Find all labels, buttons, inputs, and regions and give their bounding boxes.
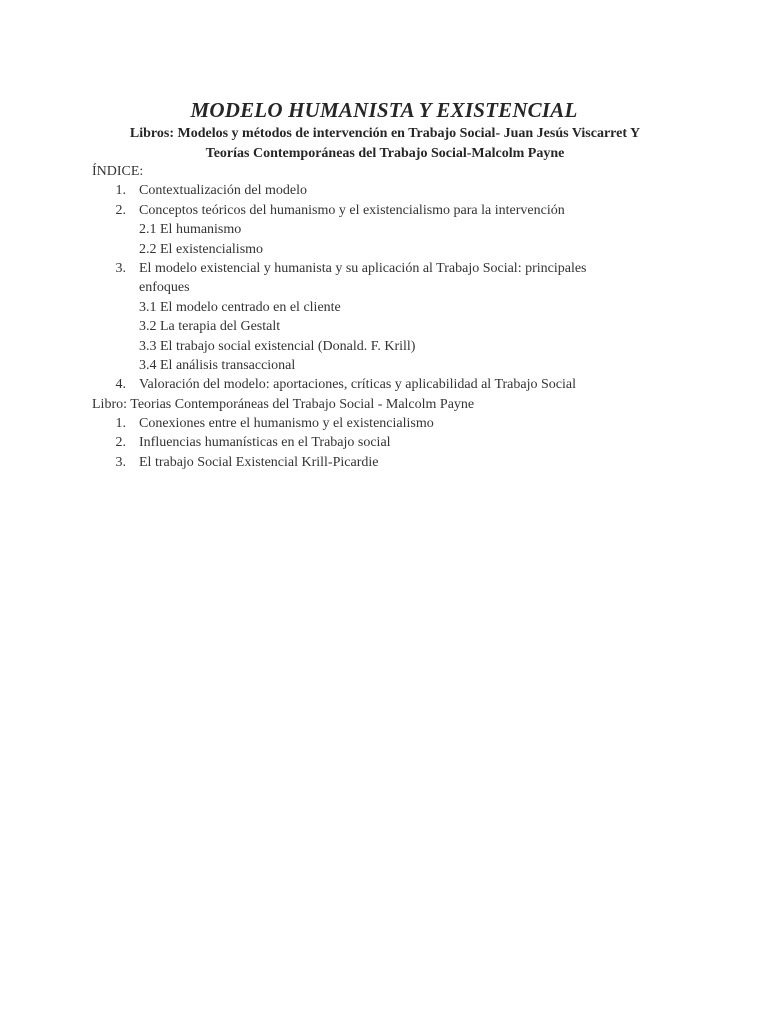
index-subitem: 3.4 El análisis transaccional xyxy=(139,357,296,373)
index-item xyxy=(92,181,692,200)
book2-item xyxy=(92,414,692,433)
index-subitem: 3.1 El modelo centrado en el cliente xyxy=(139,299,341,315)
item-text-continuation: enfoques xyxy=(139,280,190,296)
item-text: Conceptos teóricos del humanismo y el existencialismo para la intervención xyxy=(139,202,565,218)
index-content xyxy=(92,162,692,472)
item-number: 1. xyxy=(115,416,126,432)
item-number: 4. xyxy=(115,377,126,393)
index-item xyxy=(92,375,692,394)
index-item xyxy=(92,201,692,220)
book2-heading: Libro: Teorias Contemporáneas del Trabajo Social - Malcolm Payne xyxy=(92,396,475,412)
item-text: Contextualización del modelo xyxy=(139,183,307,199)
book2-item xyxy=(92,433,692,452)
index-heading: ÍNDICE: xyxy=(92,164,144,179)
item-number: 1. xyxy=(115,183,126,199)
item-text: Influencias humanísticas en el Trabajo social xyxy=(139,435,391,451)
index-subitem: 2.2 El existencialismo xyxy=(139,241,264,257)
index-subitem: 3.3 El trabajo social existencial (Donald. F. Krill) xyxy=(139,338,416,354)
item-number: 2. xyxy=(115,435,126,451)
book2-item xyxy=(92,453,692,472)
index-item xyxy=(92,259,692,278)
item-text: El modelo existencial y humanista y su aplicación al Trabajo Social: principales xyxy=(139,260,587,276)
index-subitem: 2.1 El humanismo xyxy=(139,222,242,238)
item-number: 3. xyxy=(115,454,126,470)
index-subitem: 3.2 La terapia del Gestalt xyxy=(139,319,281,335)
document-subtitle xyxy=(90,124,680,164)
item-text: Conexiones entre el humanismo y el existencialismo xyxy=(139,416,434,432)
item-number: 2. xyxy=(115,202,126,218)
document-title: MODELO HUMANISTA Y EXISTENCIAL xyxy=(190,98,578,122)
item-text: El trabajo Social Existencial Krill-Picardie xyxy=(139,454,379,470)
subtitle-line-1: Libros: Modelos y métodos de intervención en Trabajo Social- Juan Jesús Viscarret Y xyxy=(129,126,641,141)
subtitle-line-2: Teorías Contemporáneas del Trabajo Social-Malcolm Payne xyxy=(205,146,565,161)
item-text: Valoración del modelo: aportaciones, críticas y aplicabilidad al Trabajo Social xyxy=(139,377,576,393)
item-number: 3. xyxy=(115,260,126,276)
